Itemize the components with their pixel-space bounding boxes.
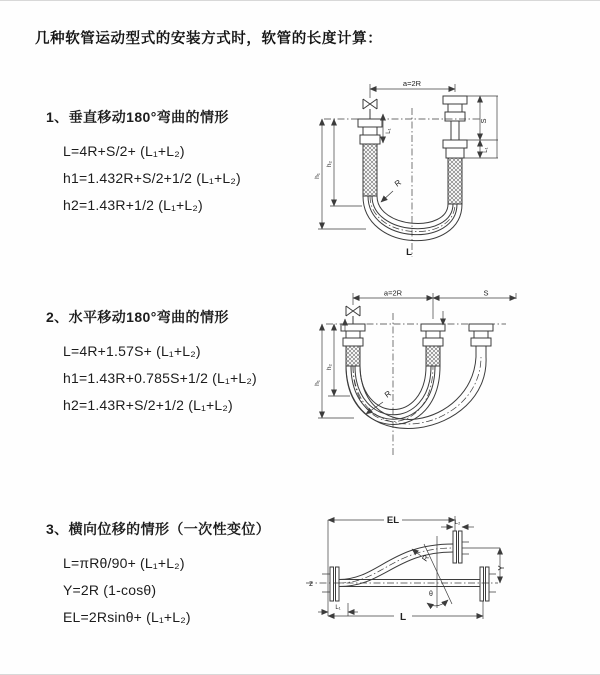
radius-leader — [381, 191, 393, 202]
formula-h2: h2=1.43R+1/2 (L₁+L₂) — [63, 197, 203, 213]
dim-label-h1: h₁ — [314, 380, 321, 386]
dim-label-radius: R — [392, 177, 403, 189]
dim-label-span: a=2R — [383, 288, 403, 298]
hose-displaced-position — [339, 544, 453, 587]
upper-flange — [453, 531, 500, 563]
dim-label-length: L — [406, 247, 412, 258]
section-vertical-move — [46, 107, 316, 219]
formula-h1: h1=1.432R+S/2+1/2 (L₁+L₂) — [63, 170, 241, 186]
datum-symbol: z — [309, 579, 313, 588]
hose-u-bend — [363, 196, 462, 241]
section-2-heading: 2、水平移动180°弯曲的情形 — [46, 309, 229, 325]
formula-el: EL=2Rsinθ+ (L₁+L₂) — [63, 609, 191, 625]
section-3-heading: 3、横向位移的情形（一次性变位） — [46, 521, 271, 537]
formula-l: L=4R+S/2+ (L₁+L₂) — [63, 143, 185, 159]
left-flange — [322, 567, 339, 601]
diagram-lateral-displacement — [298, 504, 600, 649]
formula-l: L=4R+1.57S+ (L₁+L₂) — [63, 343, 201, 359]
height-dimensions — [318, 119, 366, 229]
shifted-hose-end-fitting — [469, 324, 493, 357]
page-title: 几种软管运动型式的安装方式时，软管的长度计算： — [35, 31, 383, 47]
dim-label-length: L — [399, 612, 407, 623]
formula-y: Y=2R (1-cosθ) — [63, 582, 157, 598]
dim-label-h2: h₂ — [326, 160, 333, 168]
dim-label-h2: h₂ — [326, 363, 333, 371]
right-hose-end-fitting — [443, 96, 467, 204]
formula-h2: h2=1.43R+S/2+1/2 (L₁+L₂) — [63, 397, 233, 413]
dim-label-y: Y — [497, 565, 506, 571]
span-dimension — [353, 293, 516, 319]
left-hose-end-fitting — [341, 324, 365, 366]
dim-label-fitting-left: L₁ — [386, 128, 392, 134]
valve-icon — [363, 99, 377, 119]
dim-label-theta: θ — [429, 591, 433, 598]
dim-label-span: a=2R — [402, 79, 422, 88]
el-dimension — [328, 516, 455, 616]
dim-label-l2: L₂ — [454, 520, 461, 526]
section-lateral-displacement — [46, 519, 316, 631]
middle-hose-end-fitting — [421, 324, 445, 366]
dim-label-radius: R — [420, 553, 431, 564]
formula-l: L=πRθ/90+ (L₁+L₂) — [63, 555, 185, 571]
dim-label-h1: h₁ — [314, 173, 321, 179]
dim-label-el: EL — [386, 515, 400, 526]
dim-label-travel: S — [479, 118, 488, 124]
section-horizontal-move — [46, 307, 316, 419]
valve-icon — [346, 306, 360, 324]
dim-label-l1: L₁ — [335, 605, 341, 611]
dim-label-fitting-right: L₁ — [483, 147, 489, 153]
diagram-horizontal-180-bend — [308, 285, 600, 463]
diagram-vertical-180-bend — [308, 74, 598, 262]
left-hose-end-fitting — [358, 119, 382, 196]
dim-label-travel: S — [483, 288, 489, 298]
travel-dimension — [462, 96, 498, 158]
lower-right-flange — [480, 567, 496, 619]
formula-h1: h1=1.43R+0.785S+1/2 (L₁+L₂) — [63, 370, 257, 386]
section-1-heading: 1、垂直移动180°弯曲的情形 — [46, 109, 229, 125]
dim-label-radius: R — [382, 388, 393, 400]
